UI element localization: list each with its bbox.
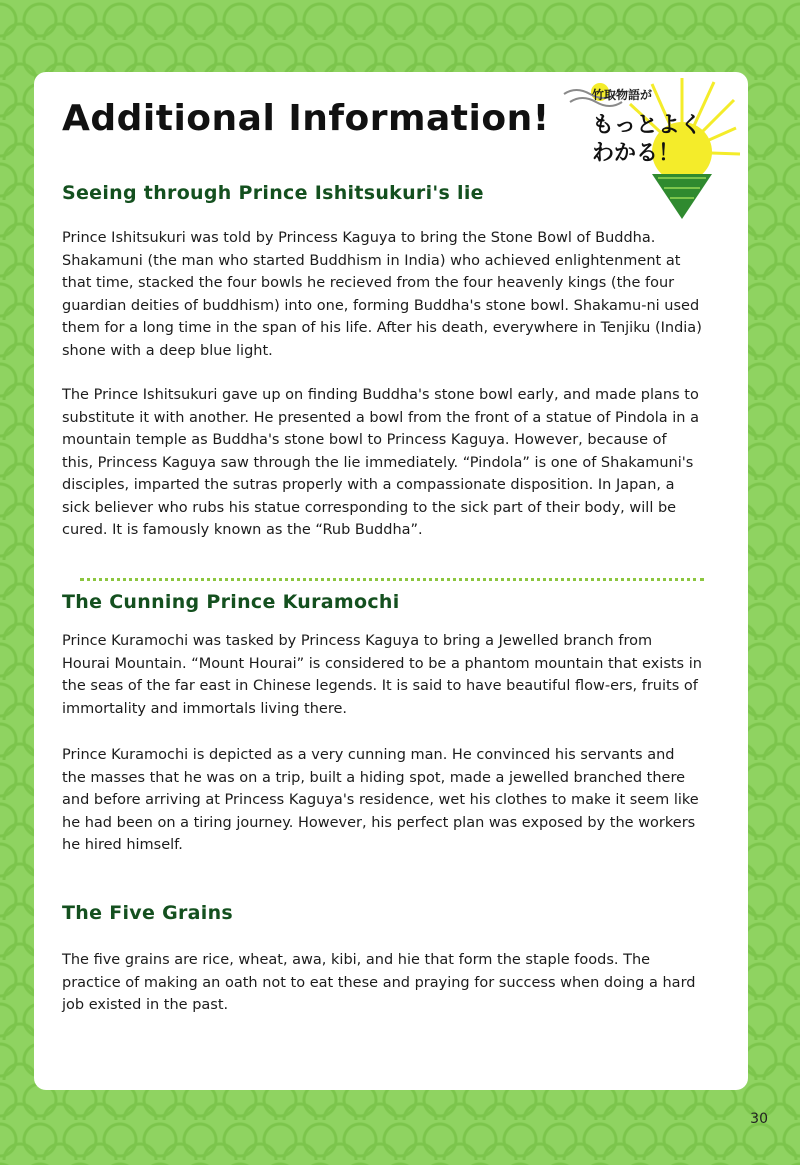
section-paragraph: Prince Kuramochi was tasked by Princess Kaguya to bring a Jewelled branch from Hourai Mountain. “Mount Hourai” is considered to be a phantom mountain that exists in the seas of the far east in Chinese legends. It is said to have beautiful flow-ers, fruits of immortality and immortals living there. xyxy=(62,633,702,717)
badge-top-text: 竹取物語が xyxy=(592,88,653,102)
page-number: 30 xyxy=(750,1111,768,1127)
section-paragraph: The Prince Ishitsukuri gave up on finding Buddha's stone bowl early, and made plans to substitute it with another. He presented a bowl from the front of a statue of Pindola in a mountain temple as Buddha's stone bowl to Princess Kaguya. However, because of this, Princess Kaguya saw through the lie immediately. “Pindola” is one of Shakamuni's disciples, imparted the sutras properly with a compassionate disposition. In Japan, a sick believer who rubs his statue corresponding to the sick part of their body, will be cured. It is famously known as the “Rub Buddha”. xyxy=(62,387,699,538)
page-title: Additional Information! xyxy=(62,98,550,139)
badge-main-text: もっとよく わかる！ xyxy=(592,113,703,166)
section-heading: The Five Grains xyxy=(62,902,234,924)
dotted-divider xyxy=(80,578,704,581)
section-paragraph: Prince Ishitsukuri was told by Princess Kaguya to bring the Stone Bowl of Buddha. Shakamuni (the man who started Buddhism in India) who achieved enlightenment at that time, stacked the four bowls he recieved from the four heavenly kings (the four guardian deities of buddhism) into one, forming Buddha's stone bowl. Shakamu-ni used them for a long time in the span of his life. After his death, everywhere in Tenjiku (India) shone with a deep blue light. xyxy=(62,230,702,359)
section-paragraph: The five grains are rice, wheat, awa, kibi, and hie that form the staple foods. The practice of making an oath not to eat these and praying for success when doing a hard job existed in the past. xyxy=(62,952,696,1013)
badge-illustration xyxy=(556,74,742,224)
section-paragraph: Prince Kuramochi is depicted as a very cunning man. He convinced his servants and the masses that he was on a trip, built a hiding spot, made a jewelled branched there and before arriving at Princess Kaguya's residence, wet his clothes to make it seem like he had been on a tiring journey. However, his perfect plan was exposed by the workers he hired himself. xyxy=(62,747,699,853)
content-card xyxy=(34,72,748,1090)
section-heading: The Cunning Prince Kuramochi xyxy=(62,591,400,613)
section-heading: Seeing through Prince Ishitsukuri's lie xyxy=(62,182,484,204)
